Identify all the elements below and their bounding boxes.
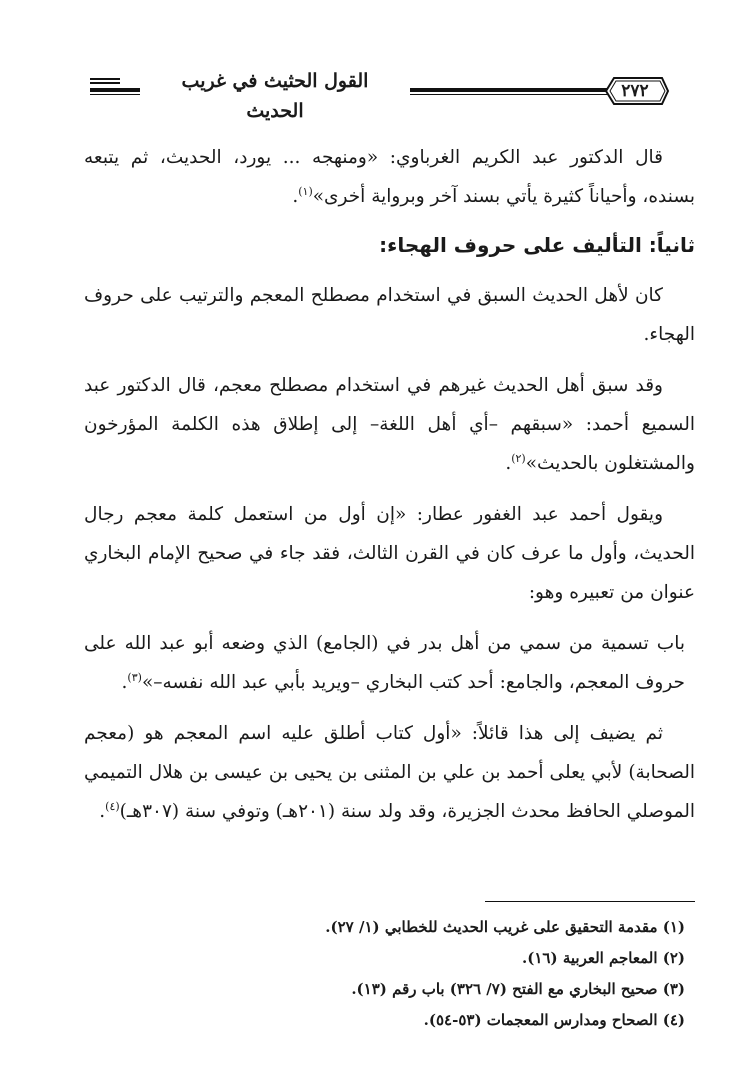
footnote-2: (٢) المعاجم العربية (١٦). [522, 949, 685, 967]
footnote-3: (٣) صحيح البخاري مع الفتح (٧/ ٣٢٦) باب رقم (١٣). [351, 980, 685, 998]
footnote-ref-1: (١) [298, 184, 313, 198]
page-number-frame [604, 74, 670, 108]
running-title: القول الحثيث في غريب الحديث [140, 66, 410, 126]
footnote-separator [485, 901, 695, 902]
footnote-ref-4: (٤) [105, 799, 120, 813]
paragraph-1: قال الدكتور عبد الكريم الغرباوي: «ومنهجه ... يورد، الحديث، ثم يتبعه بسنده، وأحياناً كثيرة يأتي بسند آخر وبرواية أخرى»$^{(١)}$. [84, 147, 695, 207]
paragraph-6: ثم يضيف إلى هذا قائلاً: «أول كتاب أطلق عليه اسم المعجم هو (معجم الصحابة) لأبي يعلى أحمد بن علي بن المثنى بن يحيى بن عيسى بن هلال التميمي الموصلي الحافظ محدث الجزيرة، وقد ولد سنة (٢٠١هـ) وتوفي سنة (٣٠٧هـ)$^{(٤)}$. [84, 723, 695, 822]
paragraph-6-text: ثم يضيف إلى هذا قائلاً: «أول كتاب أطلق عليه اسم المعجم هو (معجم الصحابة) لأبي يعلى أحمد بن علي بن المثنى بن يحيى بن عيسى بن هلال التميمي الموصلي الحافظ محدث الجزيرة، وقد ولد سنة (٢٠١هـ) وتوفي سنة (٣٠٧هـ) [84, 723, 695, 822]
footnotes [100, 912, 685, 1036]
footnote-1: (١) مقدمة التحقيق على غريب الحديث للخطابي (١/ ٢٧). [325, 918, 685, 936]
footnote-ref-3: (٣) [127, 670, 142, 684]
paragraph-1-text: قال الدكتور عبد الكريم الغرباوي: «ومنهجه ... يورد، الحديث، ثم يتبعه بسنده، وأحياناً كثيرة يأتي بسند آخر وبرواية أخرى» [84, 147, 695, 207]
page-header [90, 64, 670, 122]
footnote-ref-2: (٢) [511, 451, 526, 465]
footnote-4: (٤) الصحاح ومدارس المعجمات (٥٣-٥٤). [423, 1011, 685, 1029]
paragraph-3-text: وقد سبق أهل الحديث غيرهم في استخدام مصطلح معجم، قال الدكتور عبد السميع أحمد: «سبقهم –أي أهل اللغة– إلى إطلاق هذه الكلمة المؤرخون والمشتغلون بالحديث» [84, 375, 695, 474]
paragraph-3: وقد سبق أهل الحديث غيرهم في استخدام مصطلح معجم، قال الدكتور عبد السميع أحمد: «سبقهم –أي أهل اللغة– إلى إطلاق هذه الكلمة المؤرخون والمشتغلون بالحديث»$^{(٢)}$. [84, 375, 695, 474]
section-heading: ثانياً: التأليف على حروف الهجاء: [379, 233, 695, 257]
header-ornament [90, 78, 120, 84]
paragraph-5-text: باب تسمية من سمي من أهل بدر في (الجامع) الذي وضعه أبو عبد الله على حروف المعجم، والجامع: أحد كتب البخاري –ويريد بأبي عبد الله نفسه–» [84, 633, 685, 693]
paragraph-4: ويقول أحمد عبد الغفور عطار: «إن أول من استعمل كلمة معجم رجال الحديث، وأول ما عرف كان في القرن الثالث، فقد جاء في صحيح الإمام البخاري عنوان من تعبيره وهو: [84, 504, 695, 603]
paragraph-5: باب تسمية من سمي من أهل بدر في (الجامع) الذي وضعه أبو عبد الله على حروف المعجم، والجامع: أحد كتب البخاري –ويريد بأبي عبد الله نفسه–»$^{(٣)}$. [84, 633, 685, 693]
paragraph-2: كان لأهل الحديث السبق في استخدام مصطلح المعجم والترتيب على حروف الهجاء. [84, 285, 695, 345]
page-number: ٢٧٢ [621, 81, 649, 101]
main-text [84, 138, 695, 843]
